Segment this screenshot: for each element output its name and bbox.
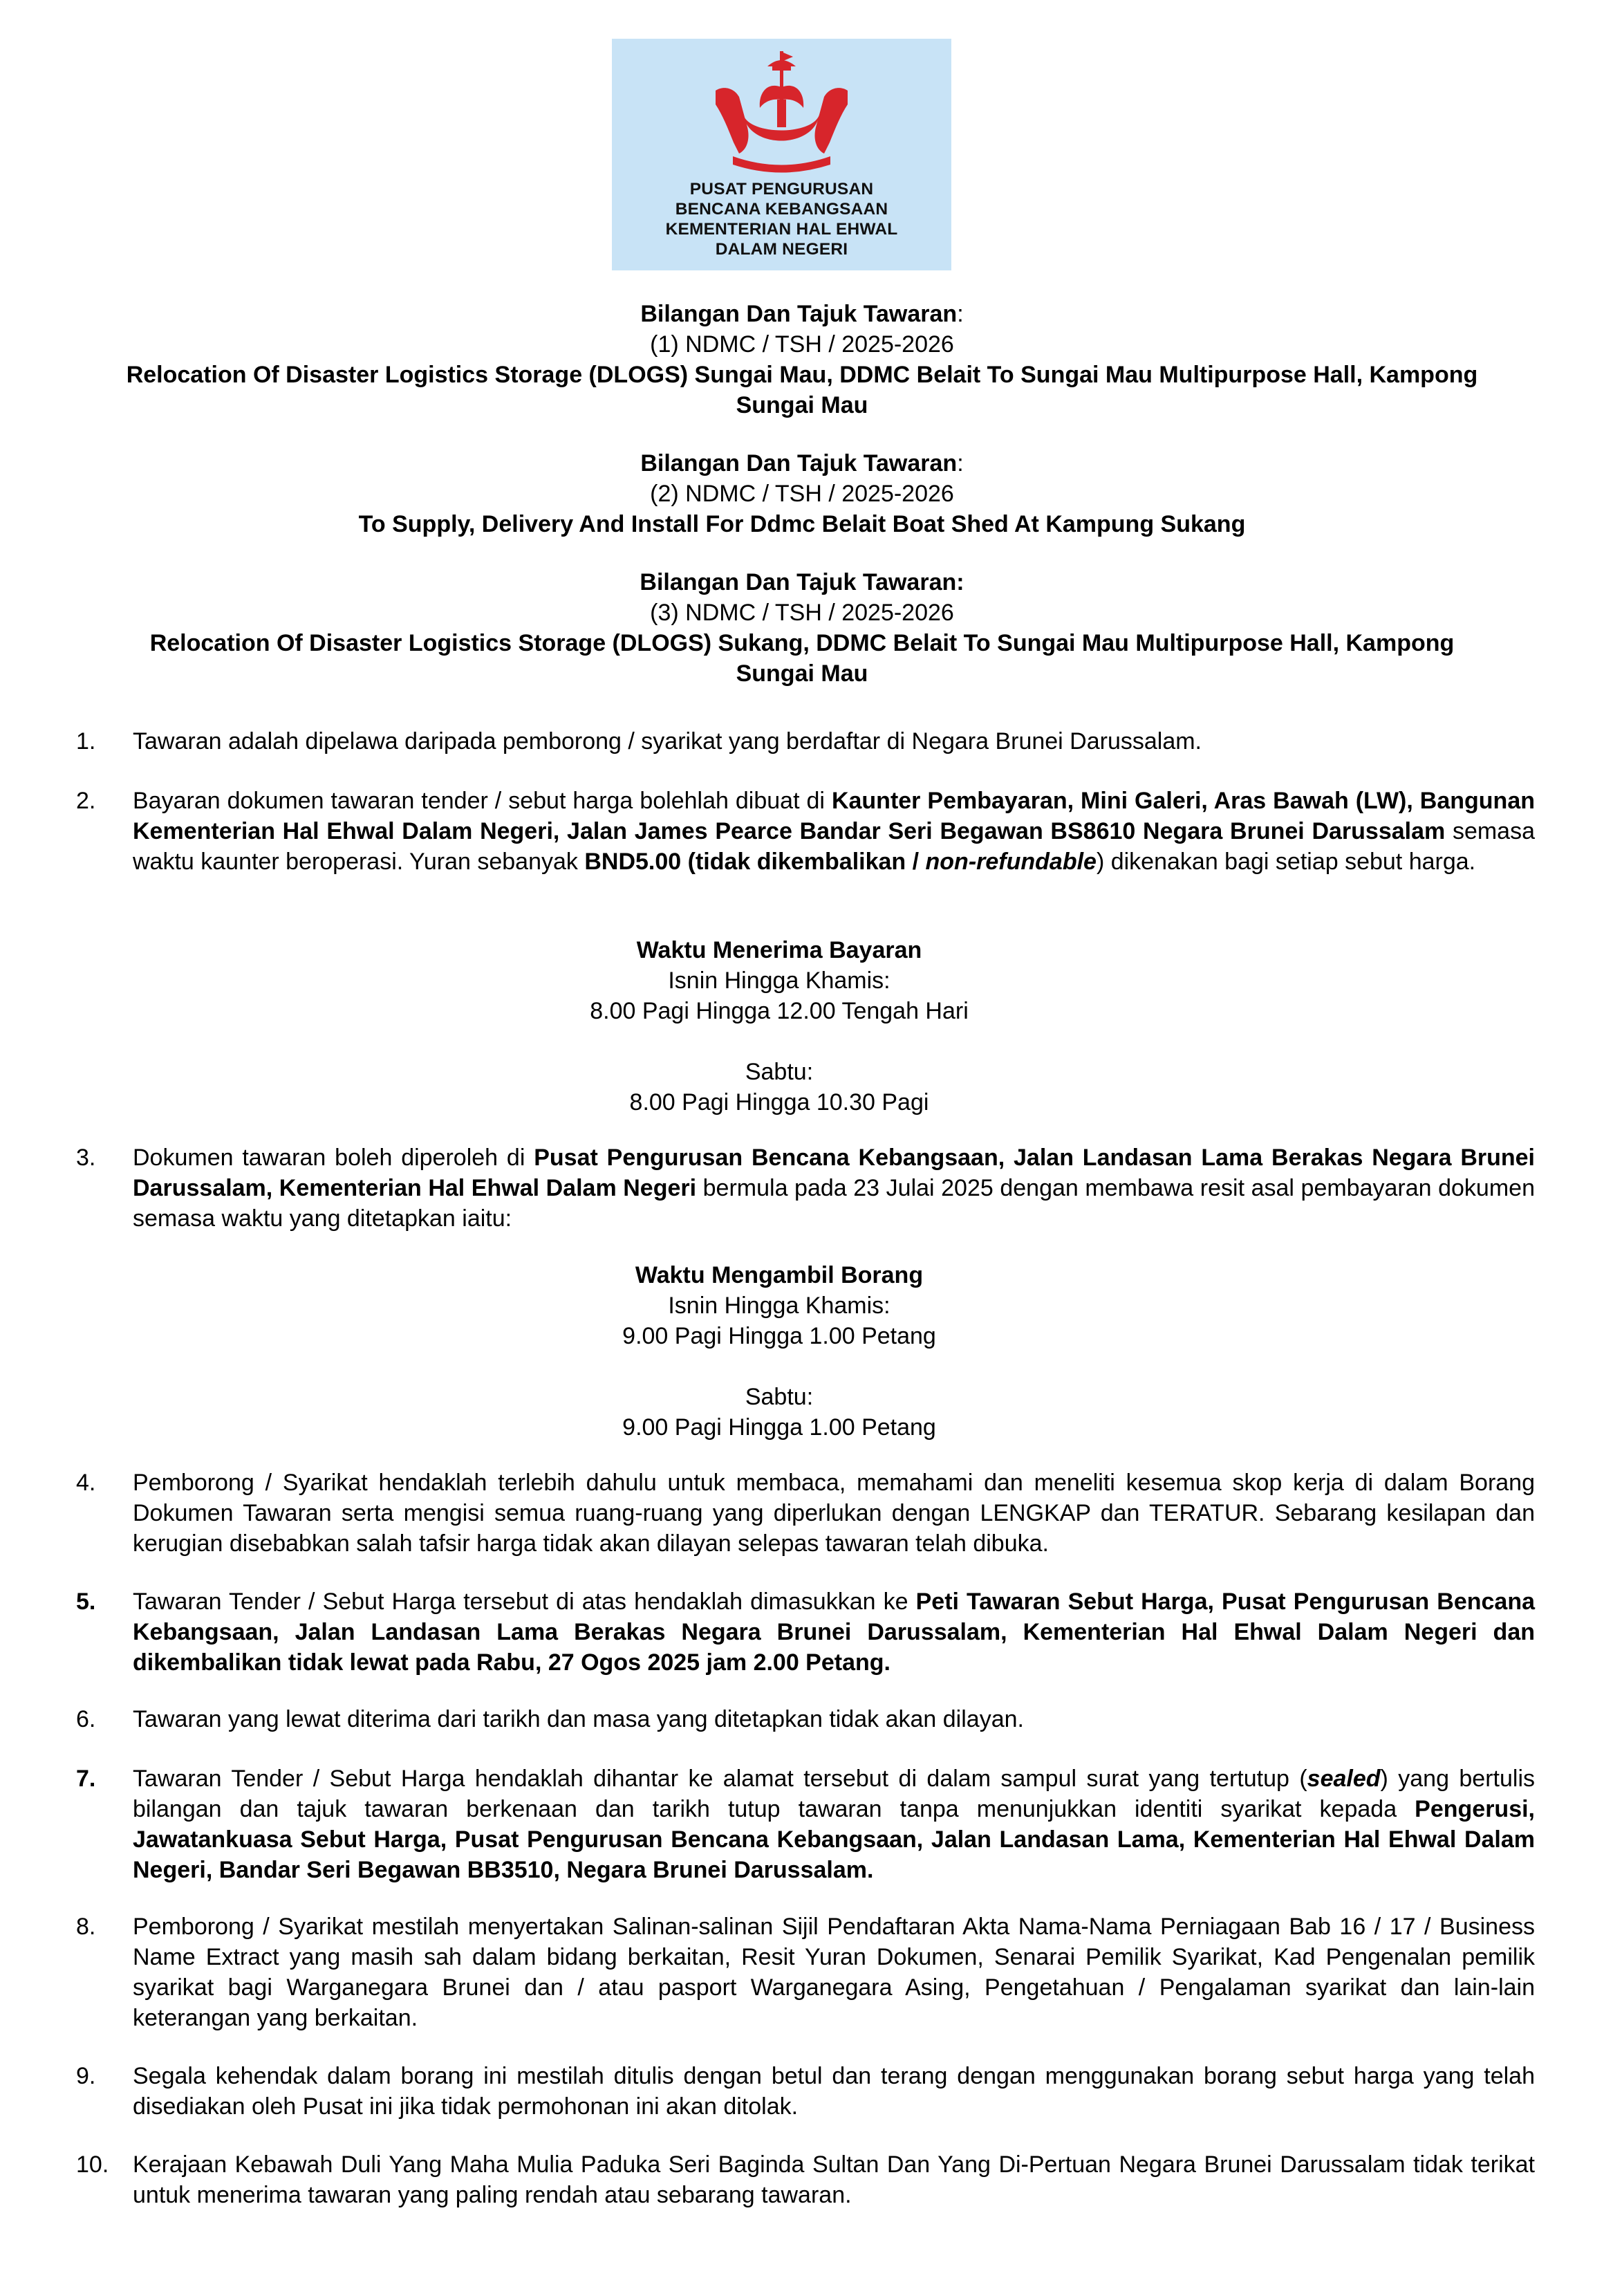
item-text: Tawaran adalah dipelawa daripada pemborong / syarikat yang berdaftar di Negara Brunei Darussalam. [133, 728, 1202, 754]
item-number: 2. [76, 788, 96, 814]
tender-number: (1) NDMC / TSH / 2025-2026 [650, 331, 954, 358]
item-text: Tawaran Tender / Sebut Harga tersebut di atas hendaklah dimasukkan ke Peti Tawaran Sebut Harga, Pusat Pengurusan Bencana Kebangsaan, Jalan Landasan Lama Berakas Negara Brunei Darussalam, Kementerian Hal Ehwal Dalam Negeri dan dikembalikan tidak lewat pada Rabu, 27 Ogos 2025 jam 2.00 Petang. [133, 1589, 1535, 1676]
weekday-time: 8.00 Pagi Hingga 12.00 Tengah Hari [590, 998, 969, 1024]
item-text: Pemborong / Syarikat mestilah menyertakan Salinan-salinan Sijil Pendaftaran Akta Nama-Nama Perniagaan Bab 16 / 17 / Business Name Extract yang masih sah dalam bidang berkaitan, Resit Yuran Dokumen, Senarai Pemilik Syarikat, Kad Pengenalan pemilik syarikat bagi Warganegara Brunei dan / atau pasport Warganegara Asing, Pengetahuan / Pengalaman syarikat dan lain-lain keterangan yang berkaitan. [133, 1914, 1535, 2031]
tender-label: Bilangan Dan Tajuk Tawaran [640, 450, 958, 476]
tender-label: Bilangan Dan Tajuk Tawaran [640, 301, 958, 327]
tender-title: Relocation Of Disaster Logistics Storage (DLOGS) Sungai Mau, DDMC Belait To Sungai Mau Multipurpose Hall, Kampong [126, 362, 1478, 388]
tender-label-colon: : [957, 450, 964, 476]
tender-label-colon: : [957, 301, 964, 327]
saturday-label: Sabtu: [745, 1059, 814, 1085]
tender-title: Sungai Mau [736, 660, 868, 687]
saturday-time: 8.00 Pagi Hingga 10.30 Pagi [629, 1089, 929, 1115]
item-text: Tawaran yang lewat diterima dari tarikh dan masa yang ditetapkan tidak akan dilayan. [133, 1706, 1024, 1732]
list-item [72, 1704, 1535, 1734]
item-number: 8. [76, 1914, 96, 1940]
item-text: Pemborong / Syarikat hendaklah terlebih dahulu untuk membaca, memahami dan meneliti kesemua skop kerja di dalam Borang Dokumen Tawaran serta mengisi semua ruang-ruang yang diperlukan dengan LENGKAP dan TERATUR. Sebarang kesilapan dan kerugian disebabkan salah tafsir harga tidak akan dilayan selepas tawaran telah dibuka. [133, 1470, 1535, 1557]
list-item [72, 1468, 1535, 1559]
weekday-time: 9.00 Pagi Hingga 1.00 Petang [622, 1323, 936, 1349]
brunei-crest-icon [612, 39, 951, 177]
logo-text-line: PUSAT PENGURUSAN [689, 180, 874, 198]
item-text: Dokumen tawaran boleh diperoleh di Pusat Pengurusan Bencana Kebangsaan, Jalan Landasan Lama Berakas Negara Brunei Darussalam, Kementerian Hal Ehwal Dalam Negeri bermula pada 23 Julai 2025 dengan membawa resit asal pembayaran dokumen semasa waktu yang ditetapkan iaitu: [133, 1145, 1535, 1232]
item-number: 1. [76, 728, 96, 754]
logo-text-line: DALAM NEGERI [715, 240, 848, 259]
tender-title: Sungai Mau [736, 392, 868, 418]
logo-text-line: KEMENTERIAN HAL EHWAL [665, 220, 898, 239]
item-text: Segala kehendak dalam borang ini mestilah ditulis dengan betul dan terang dengan menggunakan borang sebut harga yang telah disediakan oleh Pusat ini jika tidak permohonan ini akan ditolak. [133, 2063, 1535, 2120]
tender-number: (2) NDMC / TSH / 2025-2026 [650, 481, 954, 507]
list-item [72, 2061, 1535, 2122]
item-text: Bayaran dokumen tawaran tender / sebut harga bolehlah dibuat di Kaunter Pembayaran, Mini Galeri, Aras Bawah (LW), Bangunan Kementerian Hal Ehwal Dalam Negeri, Jalan James Pearce Bandar Seri Begawan BS8610 Negara Brunei Darussalam semasa waktu kaunter beroperasi. Yuran sebanyak BND5.00 (tidak dikembalikan / non-refundable) dikenakan bagi setiap sebut harga. [133, 788, 1536, 875]
list-item [72, 786, 1535, 877]
list-item [72, 726, 1535, 757]
tender-heading [28, 448, 1576, 539]
payment-hours [277, 935, 1282, 1118]
item-number: 3. [76, 1145, 96, 1171]
tender-number: (3) NDMC / TSH / 2025-2026 [650, 600, 954, 626]
collection-hours [277, 1260, 1282, 1443]
item-number: 9. [76, 2063, 96, 2089]
collection-hours-heading: Waktu Mengambil Borang [635, 1262, 924, 1288]
item-text: Kerajaan Kebawah Duli Yang Maha Mulia Paduka Seri Baginda Sultan Dan Yang Di-Pertuan Negara Brunei Darussalam tidak terikat untuk menerima tawaran yang paling rendah atau sebarang tawaran. [133, 2151, 1535, 2208]
agency-logo [612, 39, 951, 270]
item-number: 4. [76, 1470, 96, 1496]
logo-text-line: BENCANA KEBANGSAAN [675, 200, 888, 219]
item-number: 6. [76, 1706, 96, 1732]
payment-hours-heading: Waktu Menerima Bayaran [636, 937, 922, 963]
saturday-label: Sabtu: [745, 1384, 814, 1410]
list-item [72, 2149, 1535, 2210]
tender-heading [28, 299, 1576, 420]
tender-heading [28, 567, 1576, 689]
tender-title: To Supply, Delivery And Install For Ddmc Belait Boat Shed At Kampung Sukang [358, 511, 1246, 537]
list-item [72, 1142, 1535, 1234]
item-number: 5. [76, 1589, 96, 1615]
saturday-time: 9.00 Pagi Hingga 1.00 Petang [622, 1414, 936, 1441]
tender-title: Relocation Of Disaster Logistics Storage (DLOGS) Sukang, DDMC Belait To Sungai Mau Multipurpose Hall, Kampong [149, 630, 1455, 656]
tender-label: Bilangan Dan Tajuk Tawaran: [640, 569, 964, 595]
item-text: Tawaran Tender / Sebut Harga hendaklah dihantar ke alamat tersebut di dalam sampul surat yang tertutup (sealed) yang bertulis bilangan dan tajuk tawaran berkenaan dan tarikh tutup tawaran tanpa menunjukkan identiti syarikat kepada Pengerusi, Jawatankuasa Sebut Harga, Pusat Pengurusan Bencana Kebangsaan, Jalan Landasan Lama, Kementerian Hal Ehwal Dalam Negeri, Bandar Seri Begawan BB3510, Negara Brunei Darussalam. [133, 1766, 1536, 1883]
item-number: 10. [76, 2151, 109, 2178]
weekday-label: Isnin Hingga Khamis: [668, 1293, 890, 1319]
item-number: 7. [76, 1766, 96, 1792]
list-item [72, 1911, 1535, 2033]
weekday-label: Isnin Hingga Khamis: [668, 968, 890, 994]
list-item [72, 1763, 1535, 1885]
list-item [72, 1586, 1535, 1678]
